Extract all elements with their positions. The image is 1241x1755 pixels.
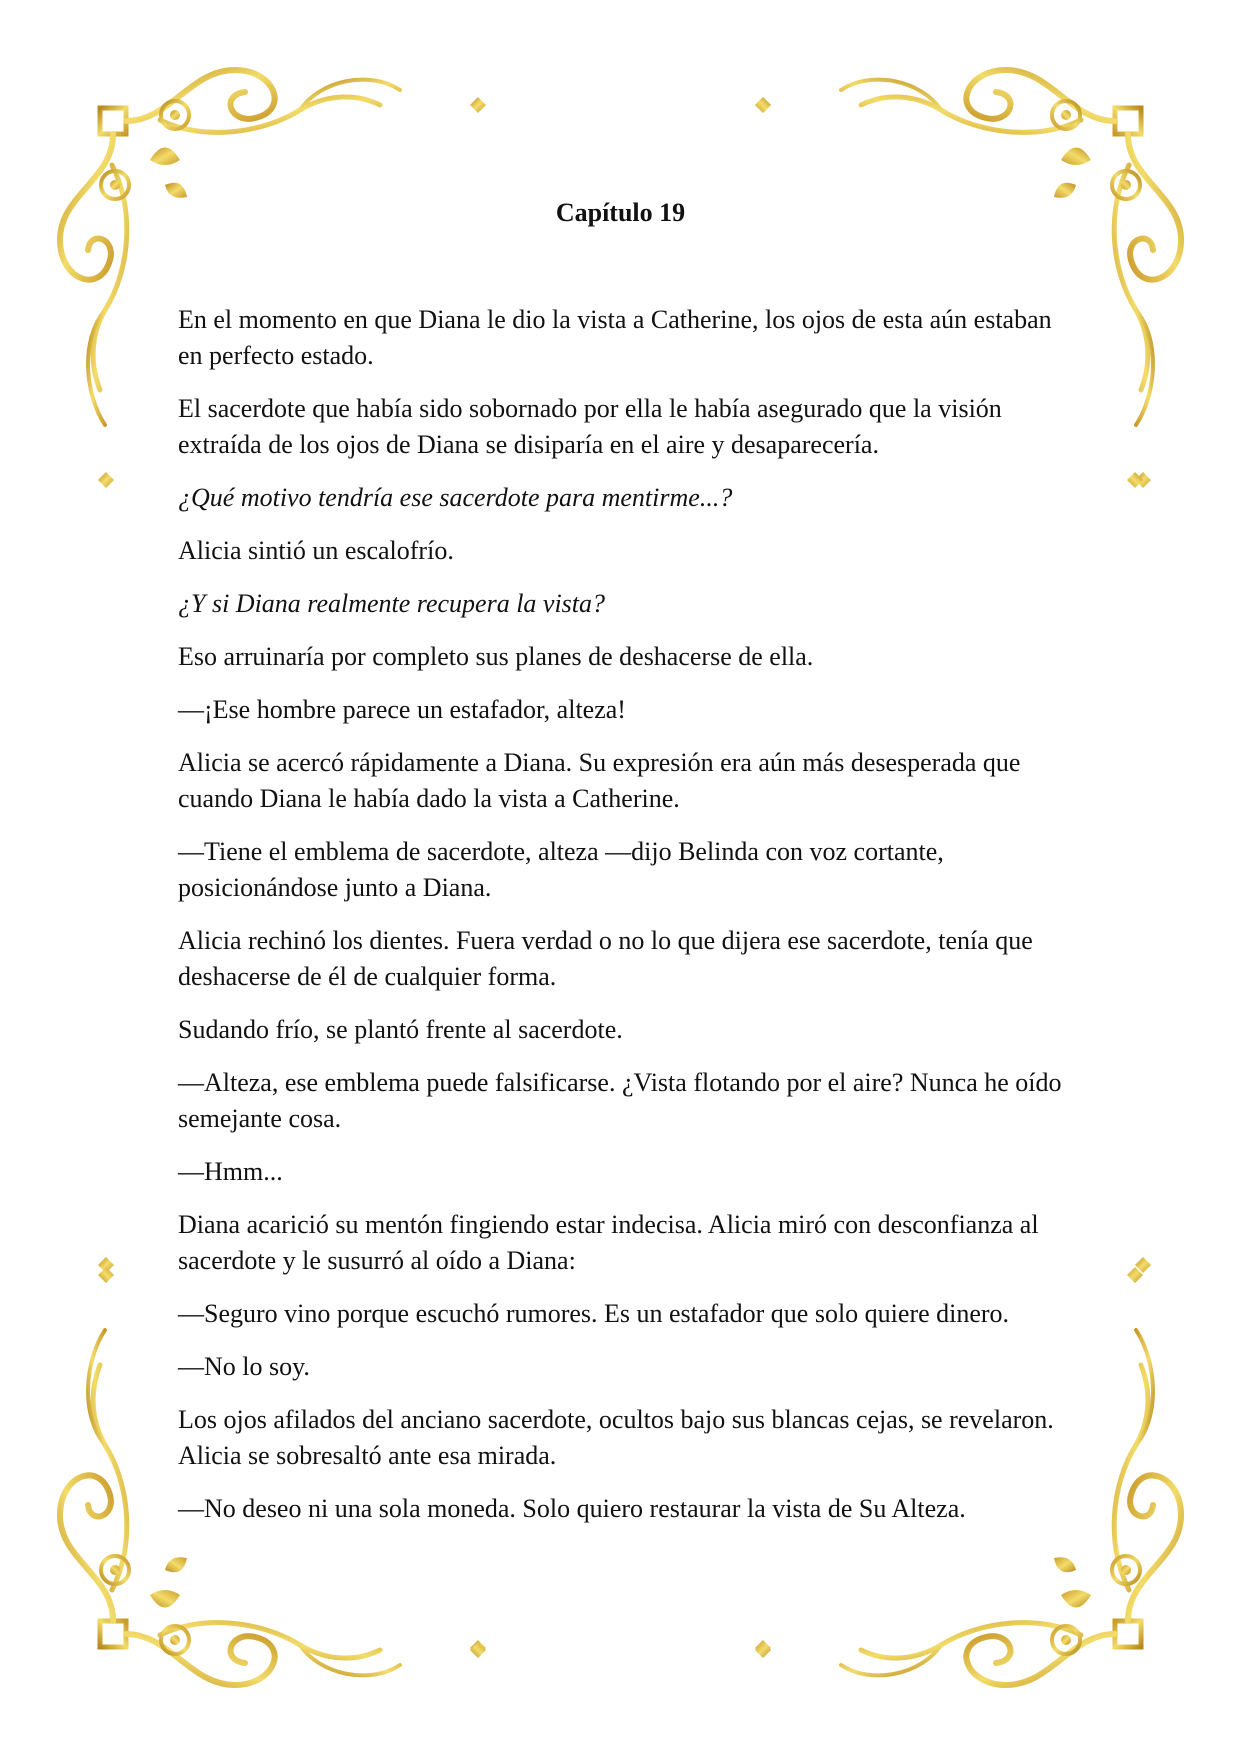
paragraph: Alicia se sobresaltó ante esa mirada. xyxy=(178,1441,557,1470)
chapter-title: Capítulo 19 xyxy=(555,198,686,227)
paragraph: Sudando frío, se plantó frente al sacerdote. xyxy=(178,1015,623,1044)
paragraph: —¡Ese hombre parece un estafador, alteza! xyxy=(178,695,626,724)
paragraph: Eso arruinaría por completo sus planes de deshacerse de ella. xyxy=(178,642,814,671)
chapter-body xyxy=(178,302,1078,1544)
paragraph: —Alteza, ese emblema puede falsificarse. ¿Vista flotando por el aire? Nunca he oído semejante cosa. xyxy=(178,1068,1062,1133)
paragraph: —Hmm... xyxy=(178,1157,283,1186)
paragraph: —Tiene el emblema de sacerdote, alteza —dijo Belinda con voz cortante, posicionándose junto a Diana. xyxy=(178,837,944,902)
paragraph: El sacerdote que había sido sobornado por ella le había asegurado que la visión extraída de los ojos de Diana se disiparía en el aire y desaparecería. xyxy=(178,394,1002,459)
paragraph: —No lo soy. xyxy=(178,1352,310,1381)
paragraph: Alicia rechinó los dientes. Fuera verdad o no lo que dijera ese sacerdote, tenía que deshacerse de él de cualquier forma. xyxy=(178,926,1033,991)
paragraph: Los ojos afilados del anciano sacerdote, ocultos bajo sus blancas cejas, se revelaron. xyxy=(178,1405,1054,1434)
paragraph: —Seguro vino porque escuchó rumores. Es un estafador que solo quiere dinero. xyxy=(178,1299,1010,1328)
paragraph: En el momento en que Diana le dio la vista a Catherine, los ojos de esta aún estaban en perfecto estado. xyxy=(178,305,1052,370)
paragraph: Alicia se acercó rápidamente a Diana. Su expresión era aún más desesperada que cuando Diana le había dado la vista a Catherine. xyxy=(178,748,1021,813)
paragraph: ¿Qué motivo tendría ese sacerdote para mentirme...? xyxy=(178,483,733,512)
paragraph: ¿Y si Diana realmente recupera la vista? xyxy=(178,589,606,618)
paragraph: Alicia sintió un escalofrío. xyxy=(178,536,454,565)
paragraph: Diana acarició su mentón fingiendo estar indecisa. Alicia miró con desconfianza al sacerdote y le susurró al oído a Diana: xyxy=(178,1210,1039,1275)
paragraph: —No deseo ni una sola moneda. Solo quiero restaurar la vista de Su Alteza. xyxy=(178,1494,966,1523)
